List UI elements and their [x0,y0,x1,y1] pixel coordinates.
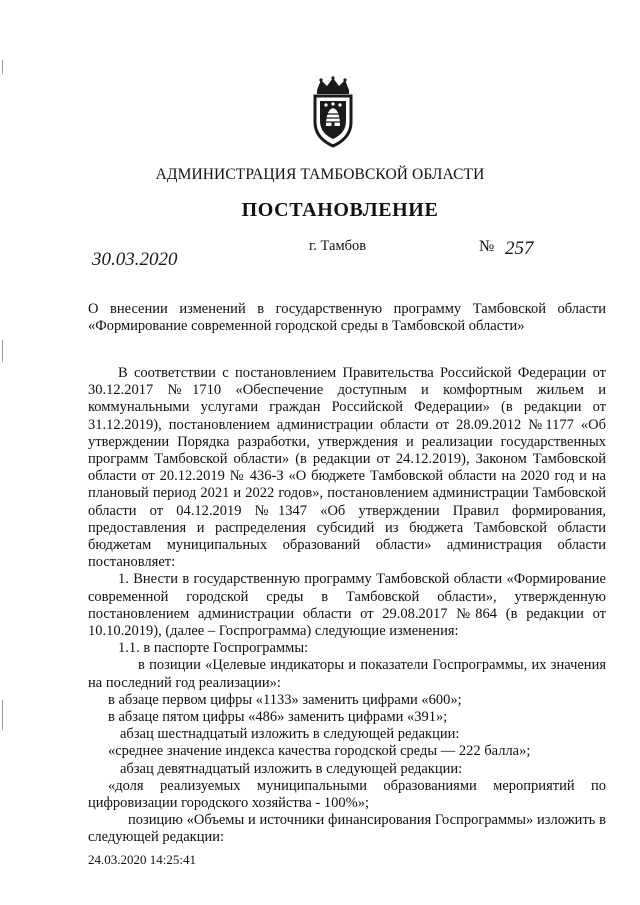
paragraph-digitalization-share: «доля реализуемых муниципальными образованиями мероприятий по цифровизации городского хозяйства - 100%»; [88,777,606,812]
scan-edge-mark [2,60,3,74]
paragraph-fifth-abzac: в абзаце пятом цифры «486» заменить цифрами «391»; [108,709,448,726]
number-sign: № [479,238,495,255]
coat-of-arms-emblem [307,76,359,148]
paragraph-preamble: В соответствии с постановлением Правительства Российской Федерации от 30.12.2017 №1710 «Обеспечение доступным и комфортным жильем и коммунальными услугами граждан Российской Федерации» (в редакции от 31.12.2019), постановлением администрации области от 28.09.2012 №1177 «Об утверждении Порядка разработки, утверждения и реализации государственных программ Тамбовской области» (в редакции от 24.12.2019), Законом Тамбовской области от 20.12.2019 № 436-З «О бюджете Тамбовской области на 2020 год и на плановый период 2021 и 2022 годов», постановлением администрации Тамбовской области от 04.12.2019 №1347 «Об утверждении Правил формирования, предоставления и распределения субсидий из бюджета Тамбовской области бюджетам муниципальных образований области» администрация области постановляет: [88,365,606,571]
paragraph-first-abzac: в абзаце первом цифры «1133» заменить цифрами «600»; [108,691,462,708]
scan-edge-mark [2,340,3,362]
document-body [88,365,606,847]
handwritten-number: 257 [505,238,534,259]
document-type-title: ПОСТАНОВЛЕНИЕ [241,199,439,221]
paragraph-financing: позицию «Объемы и источники финансирования Госпрограммы» изложить в следующей редакции: [88,812,606,846]
scan-edge-mark [2,700,3,730]
handwritten-date: 30.03.2020 [92,249,178,270]
organization-name: АДМИНИСТРАЦИЯ ТАМБОВСКОЙ ОБЛАСТИ [155,166,485,183]
document-subject: О внесении изменений в государственную программу Тамбовской области «Формирование современной городской среды в Тамбовской области» [88,301,606,334]
print-timestamp: 24.03.2020 14:25:41 [88,852,196,867]
paragraph-target-indicators: в позиции «Целевые индикаторы и показатели Госпрограммы, их значения на последний год реализации»: [88,657,606,691]
paragraph-item-1-1: 1.1. в паспорте Госпрограммы: [118,640,309,657]
paragraph-nineteenth-abzac: абзац девятнадцатый изложить в следующей редакции: [120,760,463,777]
paragraph-quality-index: «среднее значение индекса качества городской среды — 222 балла»; [108,743,531,760]
paragraph-sixteenth-abzac: абзац шестнадцатый изложить в следующей редакции: [120,726,460,743]
paragraph-item-1: 1. Внести в государственную программу Тамбовской области «Формирование современной городской среды в Тамбовской области», утвержденную постановлением администрации области от 29.08.2017 №864 (в редакции от 10.10.2019), (далее – Госпрограмма) следующие изменения: [88,571,606,640]
city-name: г. Тамбов [309,238,367,254]
